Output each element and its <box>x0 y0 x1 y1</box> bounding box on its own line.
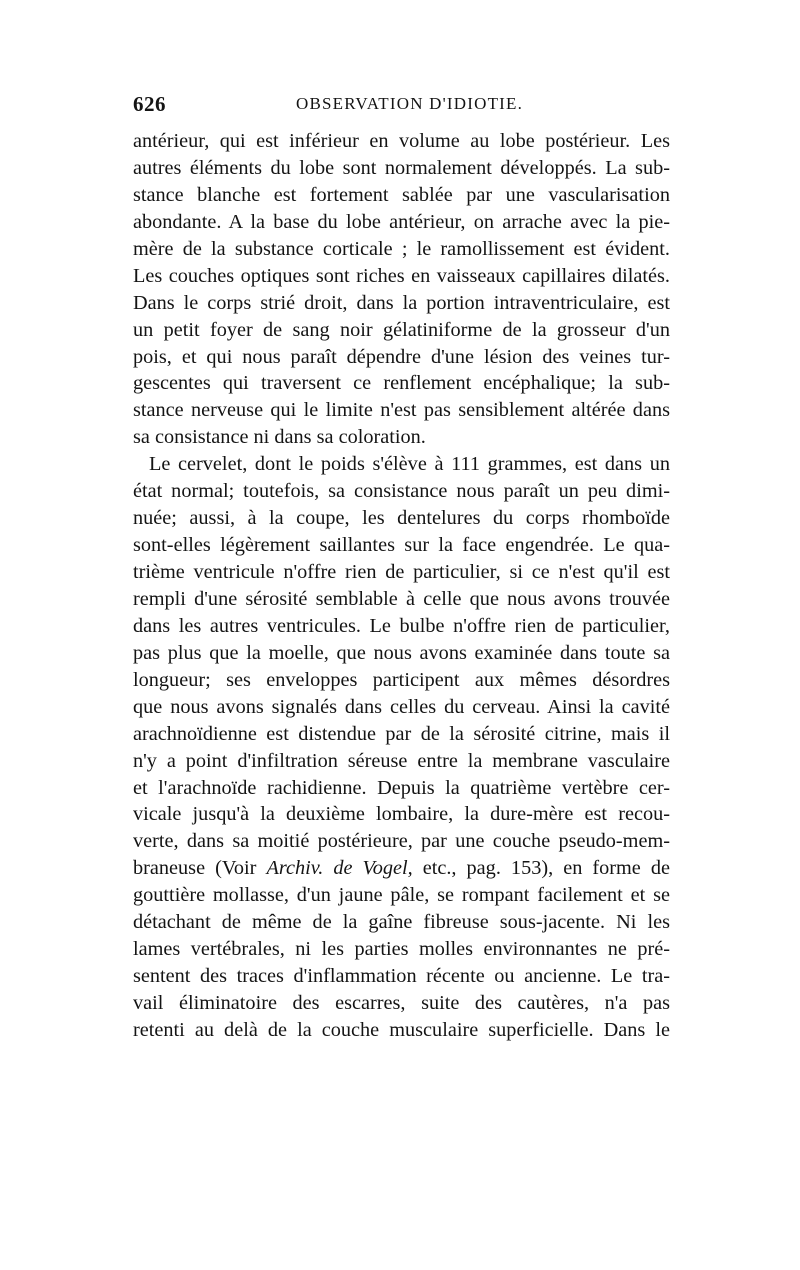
text-line: autres éléments du lobe sont normalement développés. La sub- <box>133 156 670 179</box>
text-line: pas plus que la moelle, que nous avons examinée dans toute sa <box>133 641 670 664</box>
text-line: que nous avons signalés dans celles du cerveau. Ainsi la cavité <box>133 695 670 718</box>
text-line: rempli d'une sérosité semblable à celle que nous avons trouvée <box>133 587 670 610</box>
citation-line <box>133 855 670 882</box>
text-line: Le cervelet, dont le poids s'élève à 111 grammes, est dans un <box>149 453 670 476</box>
text-line: arachnoïdienne est distendue par de la sérosité citrine, mais il <box>133 722 670 745</box>
text-line: détachant de même de la gaîne fibreuse sous-jacente. Ni les <box>133 911 670 934</box>
text-line: sentent des traces d'inflammation récente ou ancienne. Le tra- <box>133 965 670 988</box>
citation-text-after: etc., pag. 153), en forme de <box>412 857 670 880</box>
text-line: stance blanche est fortement sablée par une vascularisation <box>133 183 670 206</box>
page-number: 626 <box>133 92 166 116</box>
text-line: état normal; toutefois, sa consistance nous paraît un peu dimi- <box>133 480 670 503</box>
text-line: nuée; aussi, à la coupe, les dentelures du corps rhomboïde <box>133 507 670 530</box>
text-line: abondante. A la base du lobe antérieur, on arrache avec la pie- <box>133 210 670 233</box>
citation-title: Archiv. de Vogel, <box>266 857 413 880</box>
text-line: dans les autres ventricules. Le bulbe n'offre rien de particulier, <box>133 614 670 637</box>
text-line: verte, dans sa moitié postérieure, par une couche pseudo-mem- <box>133 830 670 853</box>
text-line: Les couches optiques sont riches en vaisseaux capillaires dilatés. <box>133 264 670 287</box>
paragraph <box>133 128 670 451</box>
running-title: OBSERVATION D'IDIOTIE. <box>296 94 524 113</box>
text-line: trième ventricule n'offre rien de particulier, si ce n'est qu'il est <box>133 561 670 583</box>
text-line: vail éliminatoire des escarres, suite des cautères, n'a pas <box>133 992 670 1014</box>
text-line: retenti au delà de la couche musculaire superficielle. Dans le <box>133 1018 670 1041</box>
text-line: gouttière mollasse, d'un jaune pâle, se rompant facilement et se <box>133 884 670 907</box>
text-line: gescentes qui traversent ce renflement encéphalique; la sub- <box>133 372 670 395</box>
text-line: Dans le corps strié droit, dans la portion intraventriculaire, est <box>133 291 670 314</box>
paragraph <box>133 451 670 1044</box>
page-header <box>133 92 670 122</box>
text-line: n'y a point d'infiltration séreuse entre la membrane vasculaire <box>133 749 670 772</box>
body-text <box>133 128 670 1044</box>
text-line: longueur; ses enveloppes participent aux mêmes désordres <box>133 668 670 691</box>
text-line: mère de la substance corticale ; le ramollissement est évident. <box>133 237 670 260</box>
citation-text-before: braneuse (Voir <box>133 857 267 880</box>
text-line: antérieur, qui est inférieur en volume au lobe postérieur. Les <box>133 130 670 152</box>
text-line: sont-elles légèrement saillantes sur la face engendrée. Le qua- <box>133 534 670 557</box>
text-line: un petit foyer de sang noir gélatiniforme de la grosseur d'un <box>133 318 670 341</box>
text-line: lames vertébrales, ni les parties molles environnantes ne pré- <box>133 938 670 961</box>
text-line: pois, et qui nous paraît dépendre d'une lésion des veines tur- <box>133 345 670 368</box>
text-line: stance nerveuse qui le limite n'est pas sensiblement altérée dans <box>133 399 670 422</box>
text-line: et l'arachnoïde rachidienne. Depuis la quatrième vertèbre cer- <box>133 776 670 799</box>
text-line: vicale jusqu'à la deuxième lombaire, la dure-mère est recou- <box>133 803 670 826</box>
text-line: sa consistance ni dans sa coloration. <box>133 426 426 449</box>
